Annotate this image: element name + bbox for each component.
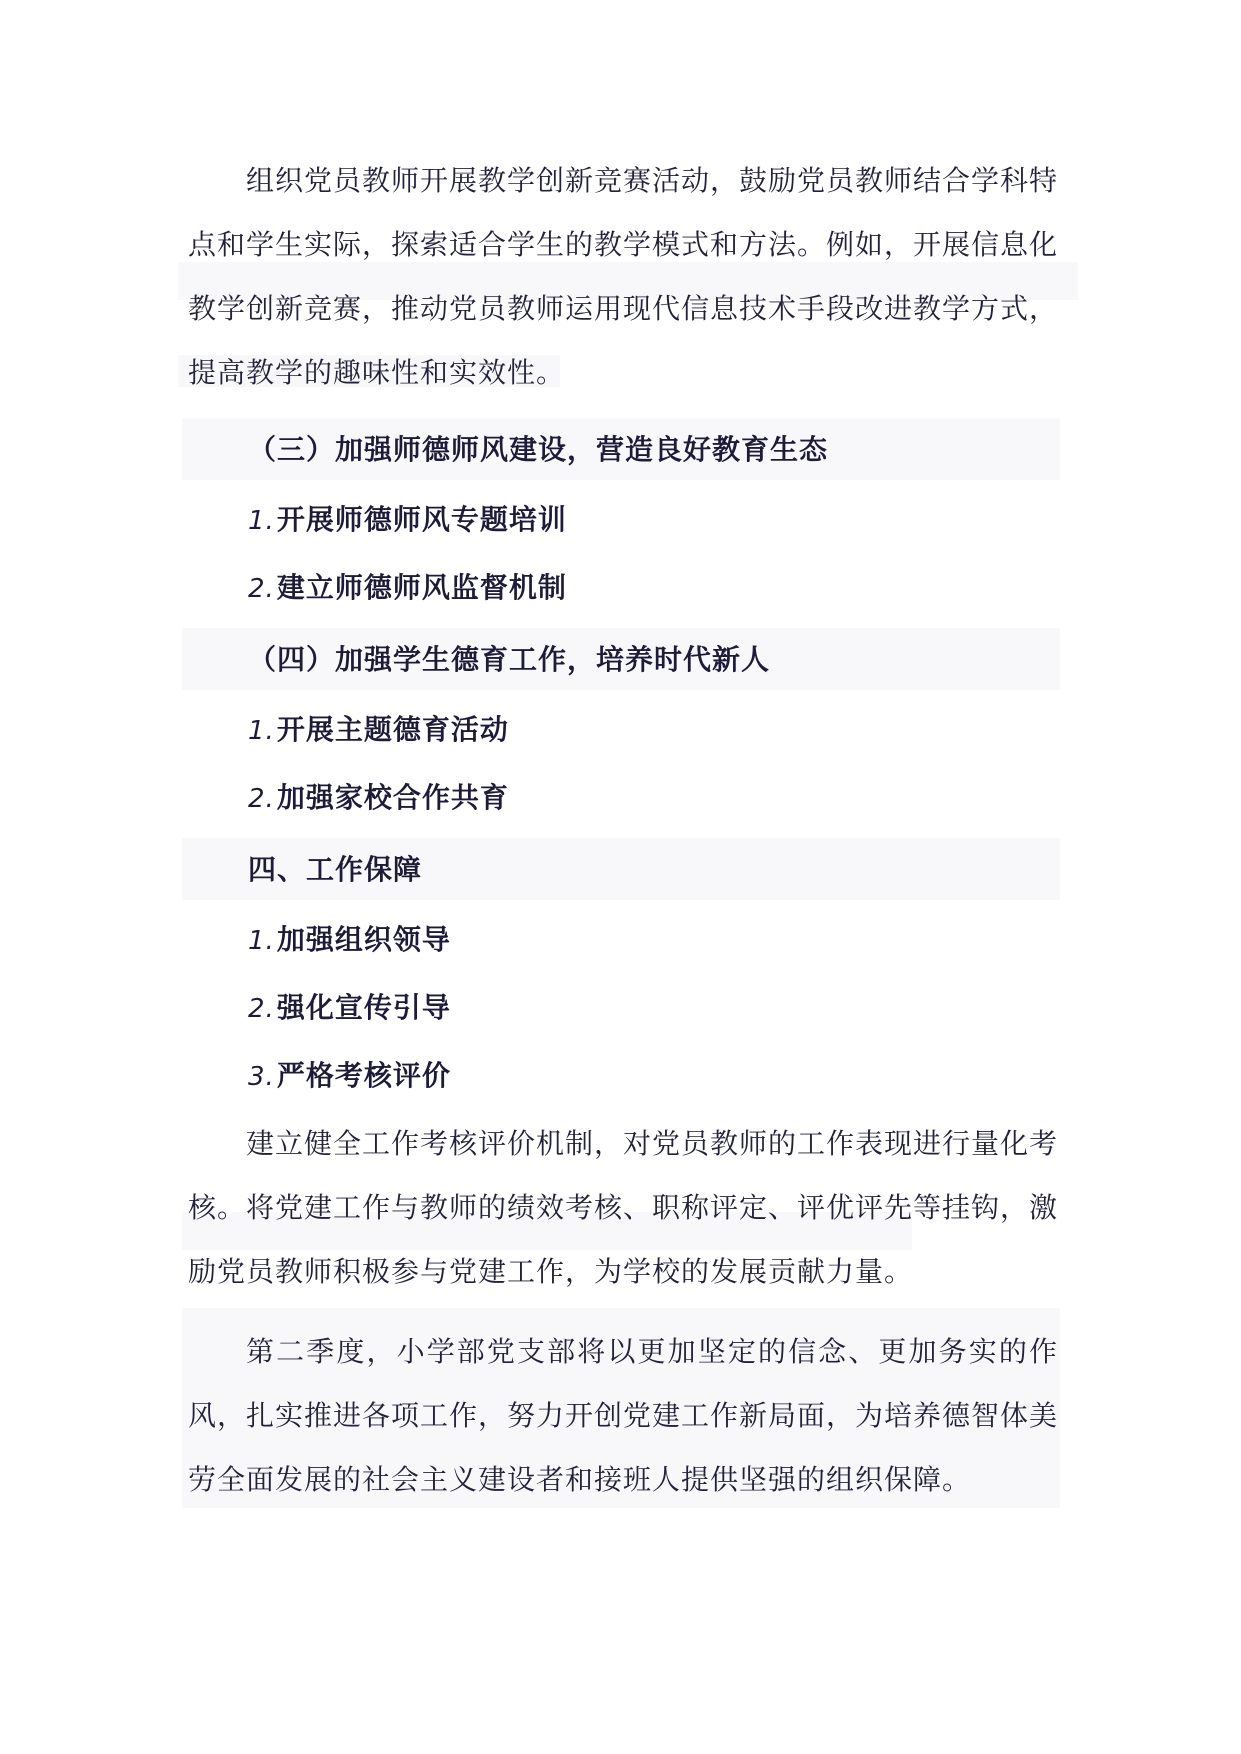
list-item-text: 开展师德师风专题培训	[276, 503, 567, 536]
body-paragraph-2: 建立健全工作考核评价机制，对党员教师的工作表现进行量化考核。将党建工作与教师的绩效考核、职称评定、评优评先等挂钩，激励党员教师积极参与党建工作，为学校的发展贡献力量。	[188, 1127, 1059, 1288]
list-item-training	[248, 500, 567, 541]
list-number: 2.	[248, 784, 275, 814]
list-item-leadership	[248, 920, 451, 961]
list-item-text: 建立师德师风监督机制	[276, 571, 567, 604]
list-item-text: 严格考核评价	[276, 1059, 451, 1092]
list-item-home-school	[248, 778, 509, 819]
section-heading-3: （三）加强师德师风建设，营造良好教育生态	[248, 433, 829, 466]
list-number: 1.	[248, 506, 275, 536]
body-paragraph-3: 第二季度，小学部党支部将以更加坚定的信念、更加务实的作风，扎实推进各项工作，努力开创党建工作新局面，为培养德智体美劳全面发展的社会主义建设者和接班人提供坚强的组织保障。	[188, 1335, 1059, 1496]
list-item-text: 加强组织领导	[276, 923, 451, 956]
list-item-publicity	[248, 988, 451, 1029]
body-paragraph-1: 组织党员教师开展教学创新竞赛活动，鼓励党员教师结合学科特点和学生实际，探索适合学生的教学模式和方法。例如，开展信息化教学创新竞赛，推动党员教师运用现代信息技术手段改进教学方式，提高教学的趣味性和实效性。	[188, 164, 1059, 389]
section-heading-4: （四）加强学生德育工作，培养时代新人	[248, 643, 771, 676]
list-item-text: 开展主题德育活动	[276, 713, 509, 746]
list-number: 1.	[248, 716, 275, 746]
list-number: 3.	[248, 1062, 275, 1092]
list-number: 1.	[248, 926, 275, 956]
list-item-assessment	[248, 1056, 451, 1097]
part-heading-4: 四、工作保障	[248, 853, 423, 886]
list-item-text: 强化宣传引导	[276, 991, 451, 1024]
list-item-text: 加强家校合作共育	[276, 781, 509, 814]
list-item-supervision	[248, 568, 567, 609]
list-number: 2.	[248, 994, 275, 1024]
list-item-moral-activities	[248, 710, 509, 751]
list-number: 2.	[248, 574, 275, 604]
